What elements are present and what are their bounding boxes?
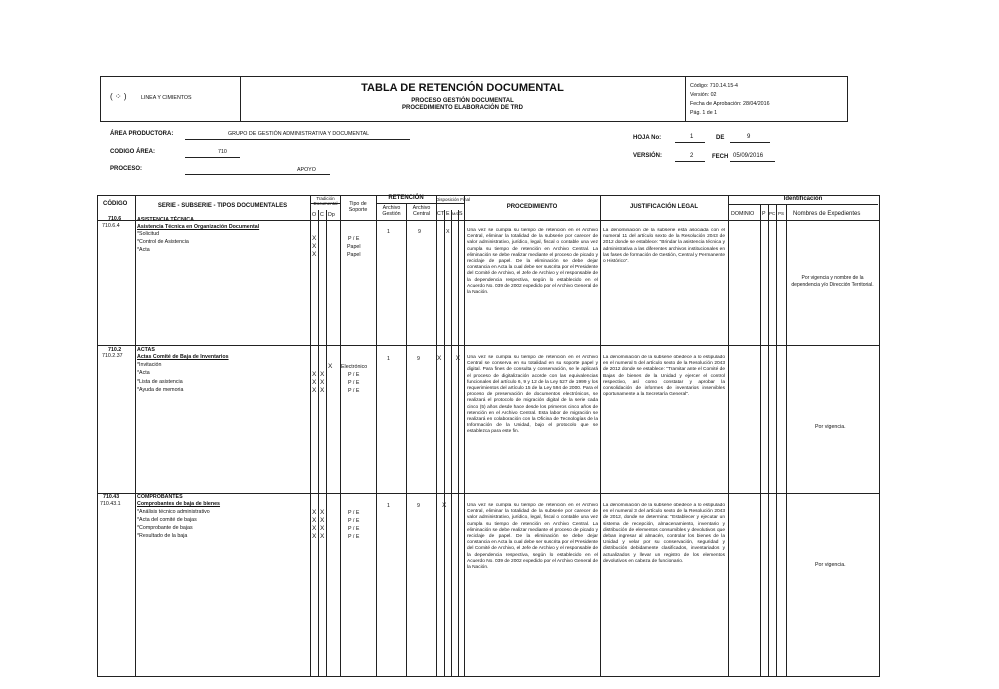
col-dominio: DOMINIO xyxy=(731,211,755,217)
col-serie: SERIE - SUBSERIE - TIPOS DOCUMENTALES xyxy=(157,203,288,209)
col-ident-p: P xyxy=(762,211,766,217)
col-justificacion: JUSTIFICACIÓN LEGAL xyxy=(629,204,698,210)
row3-soporte4: P / E xyxy=(348,534,360,540)
row3-justificacion: La denominación de la subserie obedece a lo estipulado en el numeral 3 del artículo sexto de la Resolución 2043 de 2012, donde se determina: "Establecer y ejecutar un sistema de recepción, almacenamiento, inventario y distribución de elementos consumibles y devolutivos que deban ingresar al almacén, controlar los bienes de la Unidad y velar por su conservación, seguridad y distribución debidamente clasificados, inventariados y actualizados y llevar un registro de los elementos devolutivos en cabeza de funcionario. xyxy=(603,503,725,564)
col-procedimiento: PROCEDIMIENTO xyxy=(506,204,558,210)
row2-code2: 710.2.37 xyxy=(102,353,123,359)
col-archivo-central: Archivo Central xyxy=(412,205,431,218)
doc-version: Versión: 02 xyxy=(690,92,717,98)
row1-soporte3: Papel xyxy=(347,252,361,258)
row2-mark1: X xyxy=(328,363,333,370)
codigo-area-value: 710 xyxy=(218,149,227,155)
doc-code: Código: 710.14.15-4 xyxy=(690,83,739,89)
col-disp-e: E xyxy=(446,211,450,217)
doc-page: Pág. 1 de 1 xyxy=(690,110,718,116)
fecha-label: FECH xyxy=(712,154,729,160)
row1-disposicion: X xyxy=(446,229,450,235)
row2-mark3: X X xyxy=(312,379,325,386)
col-tradicion-c: C xyxy=(320,212,324,218)
area-value: GRUPO DE GESTIÓN ADMINISTRATIVA Y DOCUMENTAL xyxy=(228,131,370,137)
doc-approval-date: Fecha de Aprobación: 28/04/2016 xyxy=(690,101,770,107)
logo-text: LINEA Y CIMIENTOS xyxy=(140,95,192,101)
row2-procedimiento: Una vez se cumpla su tiempo de retención en el Archivo Central se conserva en su totalidad en su soporte papel y digital. Para fines de consulta y conservación, se le aplicará el proceso de digitalización acorde con las equivalencias funcionales del artículo 6, 9 y 12 de la Ley 527 de 1999 y los requerimientos del artículo 15 de la Ley 594 de 2000. Para el proceso de preservación de documentos electrónicos, se realizará el protocolo de migración digital de la serie cada cinco (5) años desde hace desde los primeros cinco años de retención en el Archivo Central. Esta labor de migración se realizará en colaboración con la Oficina de Tecnologías de la Información de la Unidad, bajo el protocolo que se establezca para este fin. xyxy=(467,355,598,435)
col-tipo-soporte: Tipo de Soporte xyxy=(348,201,368,214)
col-tradicion-o: O xyxy=(312,212,317,218)
row2-soporte2: P / E xyxy=(348,372,360,378)
row2-gestion: 1 xyxy=(387,356,390,362)
row1-tipo1: *Solicitud xyxy=(137,231,160,237)
row3-subserie: Comprobantes de baja de bienes xyxy=(137,501,221,507)
row2-code1: 710.2 xyxy=(108,347,122,353)
col-ident-pc: PC xyxy=(769,211,776,216)
row3-tipo2: *Acta del comité de bajas xyxy=(137,517,197,523)
row1-serie: ASISTENCIA TÉCNICA xyxy=(137,217,194,223)
row2-subserie: Actas Comité de Baja de Inventarios xyxy=(137,354,229,360)
document-title: TABLA DE RETENCIÓN DOCUMENTAL xyxy=(361,82,564,94)
row1-code1: 710.6 xyxy=(108,216,122,222)
col-disp-md: M/D xyxy=(452,211,460,216)
de-label: DE xyxy=(716,135,725,141)
area-label: ÁREA PRODUCTORA: xyxy=(110,131,174,137)
row3-mark2: X X xyxy=(312,517,325,524)
row1-mark3: X xyxy=(312,251,317,258)
row1-central: 9 xyxy=(418,229,421,235)
col-disp-ct: CT xyxy=(437,211,445,217)
row1-justificacion: La denominación de la subserie está asociada con el numeral 11 del artículo sexto de la Resolución 2043 de 2012 donde se establece: "Brindar la asistencia técnica y administrativa a las diferentes archivos institucionales en las fases de formación de Gestión, Central y Permanente o Histórico". xyxy=(603,228,725,265)
row3-code1: 710.43 xyxy=(103,494,120,500)
row1-mark1: X xyxy=(312,235,317,242)
row1-tipo2: *Control de Asistencia xyxy=(137,239,189,245)
row2-soporte3: P / E xyxy=(348,380,360,386)
row2-disposicion: X X xyxy=(437,355,461,362)
col-tradicion: Tradición Documental xyxy=(313,196,338,206)
row3-gestion: 1 xyxy=(387,503,390,509)
col-identificacion: Identificación xyxy=(783,196,823,202)
row3-tipo3: *Comprobante de bajas xyxy=(137,525,193,531)
row3-tipo4: *Resultado de la baja xyxy=(137,533,188,539)
subtitle-procedure: PROCEDIMIENTO ELABORACIÓN DE TRD xyxy=(402,105,523,111)
logo xyxy=(110,86,230,102)
hoja-label: HOJA No: xyxy=(633,135,662,141)
row1-code2: 710.6.4 xyxy=(102,223,120,229)
row2-soporte4: P / E xyxy=(348,388,360,394)
row1-soporte1: P / E xyxy=(348,236,360,242)
col-nombres: Nombres de Expedientes xyxy=(793,211,861,217)
row2-mark4: X X xyxy=(312,387,325,394)
row2-soporte1: Electrónico xyxy=(341,364,368,370)
row2-tipo4: *Ayuda de memoria xyxy=(137,387,184,393)
row1-gestion: 1 xyxy=(387,229,390,235)
row1-soporte2: Papel xyxy=(347,244,361,250)
row1-tipo3: *Acta xyxy=(137,247,150,253)
row1-subserie: Asistencia Técnica en Organización Documental xyxy=(137,224,260,230)
row1-nombres: Por vigencia y nombre de la dependencia y/o Dirección Territorial. xyxy=(791,275,874,288)
col-retencion: RETENCIÓN xyxy=(388,195,424,201)
row3-mark4: X X xyxy=(312,533,325,540)
row3-disposicion: X xyxy=(442,502,447,509)
row3-mark1: X X xyxy=(312,509,325,516)
row3-tipo1: *Análisis técnico administrativo xyxy=(137,509,210,515)
col-archivo-gestion: Archivo Gestión xyxy=(382,205,401,218)
row2-tipo3: *Lista de asistencia xyxy=(137,379,183,385)
hoja-value: 1 xyxy=(690,134,694,140)
row3-soporte1: P / E xyxy=(348,510,360,516)
codigo-area-label: CODIGO ÁREA: xyxy=(110,149,155,155)
col-ident-ps: PS xyxy=(778,211,785,216)
proceso-label: PROCESO: xyxy=(110,166,143,172)
row3-central: 9 xyxy=(417,503,420,509)
row3-procedimiento: Una vez se cumpla su tiempo de retención en el Archivo Central, eliminar la totalidad de la subserie por carecer de valor administrativo, jurídico, legal, fiscal o contable una vez cumpla su tiempo de retención en Archivo Central. La eliminación se debe realizar mediante el proceso de picado y reciclaje de papel. De la eliminación se debe dejar constancia en Acta la cual debe ser suscrita por el Presidente del Comité de Archivo, el Jefe de Archivo y el responsable de la dependencia respectiva, según lo establecido en el Acuerdo No. 039 de 2002 expedido por el Archivo General de la Nación. xyxy=(467,503,598,571)
row3-mark3: X X xyxy=(312,525,325,532)
row1-mark2: X xyxy=(312,243,317,250)
col-tradicion-dp: Dp xyxy=(328,212,335,218)
version-value: 2 xyxy=(690,153,694,159)
col-disposicion: Disposición Final xyxy=(436,197,471,202)
row3-nombres: Por vigencia. xyxy=(815,562,846,568)
row1-procedimiento: Una vez se cumpla su tiempo de retención en el Archivo Central, eliminar la totalidad de la subserie por carecer de valor administrativo, jurídico, legal, fiscal o contable una vez cumpla su tiempo de retención en Archivo Central. La eliminación se debe realizar mediante el proceso de picado y reciclaje de papel. De la eliminación se debe dejar constancia en Acta la cual debe ser suscrita por el Presidente del Comité de Archivo, el Jefe de Archivo y el responsable de la dependencia respectiva, según lo establecido en el Acuerdo No. 039 de 2002 expedido por el Archivo General de la Nación. xyxy=(467,228,598,296)
row2-justificacion: La denominación de la subserie obedece a lo estipulado en el numeral 5 del artículo sexto de la Resolución 2043 de 2012 donde se establece: "Tramitar ante el Comité de Bajas de bienes de la Unidad y ejercer el control respectivo, así como constatar y aprobar la consolidación de informes de inventarios inservibles oportunamente a la Secretaría General". xyxy=(603,355,725,398)
row2-tipo2: *Acta xyxy=(137,370,150,376)
fecha-value: 05/09/2016 xyxy=(733,153,764,159)
de-value: 9 xyxy=(747,134,751,140)
row3-soporte3: P / E xyxy=(348,526,360,532)
row2-nombres: Por vigencia. xyxy=(815,424,846,430)
row2-mark2: X X xyxy=(312,371,325,378)
col-codigo: CÓDIGO xyxy=(103,201,128,207)
subtitle-process: PROCESO GESTIÓN DOCUMENTAL xyxy=(411,98,514,104)
row2-central: 9 xyxy=(417,356,420,362)
row2-tipo1: *Invitación xyxy=(137,362,162,368)
logo-icon: ( ⁘ ) xyxy=(110,92,127,101)
version-label: VERSIÓN: xyxy=(633,153,663,159)
row3-soporte2: P / E xyxy=(348,518,360,524)
col-disp-s: S xyxy=(459,211,463,217)
proceso-value: APOYO xyxy=(297,167,316,173)
row3-code2: 710.43.1 xyxy=(100,501,121,507)
row3-serie: COMPROBANTES xyxy=(137,494,183,500)
row2-serie: ACTAS xyxy=(137,347,155,353)
